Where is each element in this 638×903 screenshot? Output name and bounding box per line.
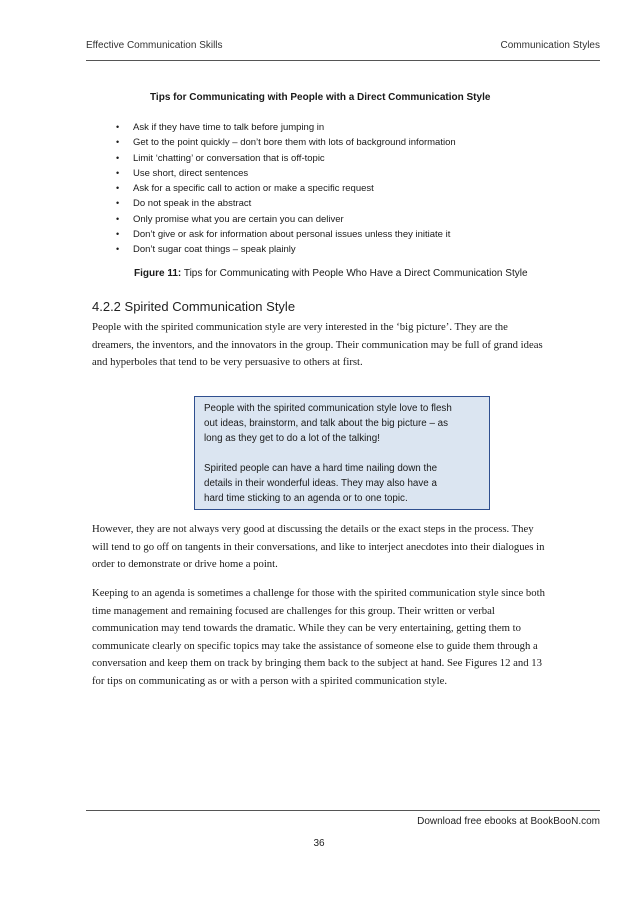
callout-line: People with the spirited communication style love to flesh	[204, 403, 452, 414]
list-item-text: Don’t sugar coat things – speak plainly	[133, 244, 296, 255]
paragraph-line: communication may tend towards the dramatic. While they can be very entertaining, getting them to	[92, 622, 521, 634]
callout-line: hard time sticking to an agenda or to one topic.	[204, 493, 408, 504]
list-item-text: Ask if they have time to talk before jumping in	[133, 122, 325, 133]
paragraph-line: dreamers, the inventors, and the innovators in the group. Their communication may be full of grand ideas	[92, 338, 543, 351]
paragraph-line: will tend to go off on tangents in their conversations, and like to interject anecdotes into their dialogues in	[92, 540, 545, 553]
callout-line: long as they get to do a lot of the talking!	[204, 433, 380, 444]
chapter-title: Communication Styles	[500, 40, 600, 51]
header-divider	[86, 60, 600, 61]
paragraph-line: Keeping to an agenda is sometimes a challenge for those with the spirited communication style since both	[92, 587, 545, 599]
bullet-icon: •	[116, 244, 120, 254]
list-item-text: Only promise what you are certain you can deliver	[133, 213, 344, 225]
list-item	[116, 212, 456, 227]
bullet-icon: •	[116, 137, 120, 148]
list-item	[116, 196, 456, 211]
body-paragraph-3	[92, 585, 600, 690]
callout-line: details in their wonderful ideas. They may also have a	[204, 478, 437, 489]
list-item-text: Ask for a specific call to action or make a specific request	[133, 183, 374, 194]
list-item	[116, 166, 456, 181]
list-item-text: Use short, direct sentences	[133, 167, 249, 179]
figure-label: Figure 11:	[134, 268, 182, 279]
figure-caption-text: Tips for Communicating with People Who Have a Direct Communication Style	[181, 268, 528, 279]
bullet-icon: •	[116, 122, 120, 132]
figure-11-caption	[134, 268, 528, 279]
callout-line: Spirited people can have a hard time nailing down the	[204, 463, 438, 474]
list-item-text: Do not speak in the abstract	[133, 198, 252, 210]
paragraph-line: People with the spirited communication style are very interested in the ‘big picture’. They are the	[92, 321, 508, 333]
list-item	[116, 151, 456, 166]
paragraph-line: and hyperboles that tend to be very persuasive to others at first.	[92, 356, 363, 368]
bullet-icon: •	[116, 167, 120, 178]
list-item	[116, 227, 456, 242]
body-paragraph-2	[92, 521, 600, 574]
paragraph-line: for tips on communicating as or with a person with a spirited communication style.	[92, 674, 447, 687]
figure-11-tips-list	[116, 120, 456, 257]
body-paragraph-1	[92, 319, 600, 372]
callout-box	[194, 396, 490, 510]
list-item-text: Limit ‘chatting’ or conversation that is off-topic	[133, 152, 325, 164]
list-item-text: Get to the point quickly – don’t bore them with lots of background information	[133, 137, 456, 149]
paragraph-line: However, they are not always very good at discussing the details or the exact steps in the process. They	[92, 523, 534, 535]
list-item	[116, 120, 456, 135]
page-number: 36	[313, 838, 325, 849]
list-item	[116, 135, 456, 150]
callout-paragraph-2	[204, 461, 481, 506]
bullet-icon: •	[116, 213, 120, 224]
paragraph-line: communicate clearly on specific topics may take the assistance of someone else to guide them through a	[92, 639, 538, 652]
list-item	[116, 181, 456, 196]
paragraph-line: conversation and keep them on track by bringing them back to the subject at hand. See Figures 12 and 13	[92, 657, 542, 669]
bullet-icon: •	[116, 152, 120, 163]
footer-divider	[86, 810, 600, 811]
list-item-text: Don’t give or ask for information about personal issues unless they initiate it	[133, 228, 451, 240]
download-link[interactable]: Download free ebooks at BookBooN.com	[417, 816, 600, 827]
callout-paragraph-1	[204, 401, 481, 446]
book-title: Effective Communication Skills	[86, 40, 223, 51]
page-header	[86, 40, 600, 60]
figure-11-title: Tips for Communicating with People with a Direct Communication Style	[150, 92, 491, 103]
paragraph-line: order to demonstrate or drive home a point.	[92, 558, 278, 570]
callout-line: out ideas, brainstorm, and talk about the big picture – as	[204, 418, 448, 429]
paragraph-line: time management and remaining focused are challenges for this group. Their written or verbal	[92, 604, 495, 617]
bullet-icon: •	[116, 183, 120, 193]
bullet-icon: •	[116, 198, 120, 209]
bullet-icon: •	[116, 228, 120, 239]
list-item	[116, 242, 456, 257]
section-heading: 4.2.2 Spirited Communication Style	[92, 299, 296, 314]
